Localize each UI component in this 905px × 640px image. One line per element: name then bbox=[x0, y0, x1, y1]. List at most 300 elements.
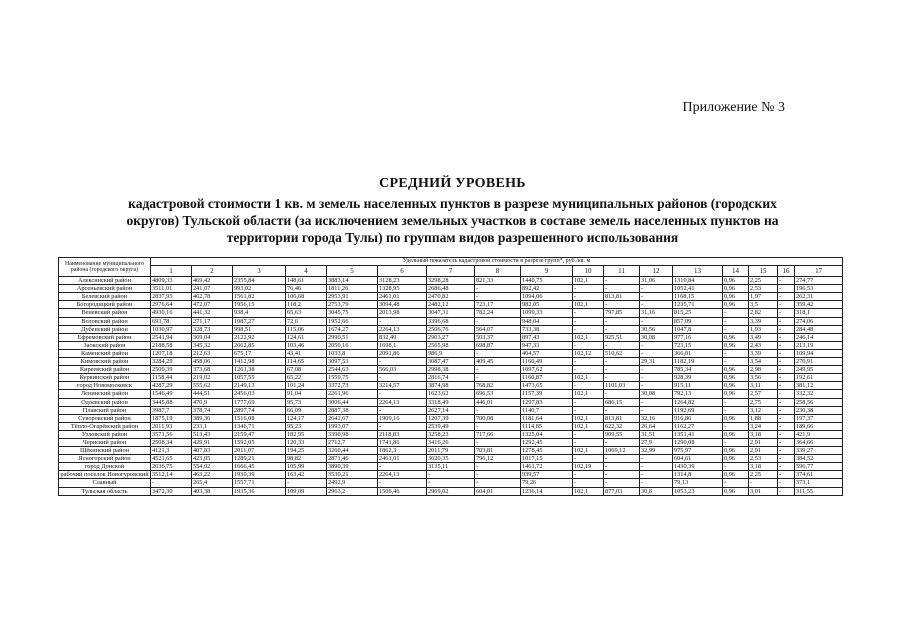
value-cell: 3284,29 bbox=[151, 358, 192, 366]
value-cell: 2122,92 bbox=[233, 333, 286, 341]
municipality-name: Ленинский район bbox=[59, 390, 151, 398]
group-number-header: 15 bbox=[749, 266, 778, 277]
value-cell: - bbox=[475, 293, 521, 301]
value-cell: 472,07 bbox=[192, 301, 233, 309]
value-cell: 3214,57 bbox=[378, 382, 427, 390]
value-cell: - bbox=[604, 390, 640, 398]
value-cell: 700,08 bbox=[475, 414, 521, 422]
group-number-header: 3 bbox=[233, 266, 286, 277]
value-cell: 409,45 bbox=[475, 358, 521, 366]
value-cell: 1278,45 bbox=[521, 447, 573, 455]
value-cell: 0,96 bbox=[723, 414, 749, 422]
value-cell: 1777,69 bbox=[233, 398, 286, 406]
value-cell: 3,24 bbox=[749, 422, 778, 430]
group-number-header: 14 bbox=[723, 266, 749, 277]
value-cell: - bbox=[778, 349, 795, 357]
value-cell: 782,24 bbox=[475, 309, 521, 317]
value-cell: 2508,34 bbox=[151, 438, 192, 446]
table-row bbox=[59, 317, 843, 325]
value-cell: 4521,65 bbox=[151, 455, 192, 463]
value-cell: - bbox=[475, 479, 521, 487]
value-cell: 233,1 bbox=[192, 422, 233, 430]
value-cell: 246,14 bbox=[795, 333, 843, 341]
municipality-name: Щёкинский район bbox=[59, 447, 151, 455]
value-cell: - bbox=[640, 317, 673, 325]
value-cell: 1666,45 bbox=[233, 463, 286, 471]
table-row bbox=[59, 349, 843, 357]
value-cell: 1559,75 bbox=[327, 374, 378, 382]
value-cell: 219,02 bbox=[192, 374, 233, 382]
value-cell: - bbox=[778, 374, 795, 382]
value-cell: 95,23 bbox=[286, 422, 327, 430]
value-cell: 3890,39 bbox=[327, 463, 378, 471]
value-cell: 1158,44 bbox=[151, 374, 192, 382]
value-cell: 118,2 bbox=[286, 301, 327, 309]
value-cell: 821,33 bbox=[475, 277, 521, 285]
value-cell: 3620,35 bbox=[427, 455, 475, 463]
table-row bbox=[59, 374, 843, 382]
table-row bbox=[59, 341, 843, 349]
value-cell: - bbox=[723, 438, 749, 446]
value-cell: 2461,01 bbox=[378, 455, 427, 463]
value-cell: 378,74 bbox=[192, 406, 233, 414]
value-cell: - bbox=[378, 479, 427, 487]
value-cell: 105,99 bbox=[286, 463, 327, 471]
value-cell: - bbox=[640, 471, 673, 479]
value-cell: 163,42 bbox=[286, 471, 327, 479]
value-cell: - bbox=[604, 479, 640, 487]
value-cell: 369,04 bbox=[192, 333, 233, 341]
group-number-header: 6 bbox=[378, 266, 427, 277]
value-cell: 2,91 bbox=[749, 447, 778, 455]
value-cell: 3047,31 bbox=[427, 309, 475, 317]
value-cell: 1952,66 bbox=[327, 317, 378, 325]
value-cell: 832,49 bbox=[378, 333, 427, 341]
value-cell: 2,25 bbox=[749, 471, 778, 479]
value-cell: 115,06 bbox=[286, 325, 327, 333]
value-cell: 29,31 bbox=[640, 358, 673, 366]
group-number-header: 9 bbox=[521, 266, 573, 277]
value-cell: - bbox=[604, 366, 640, 374]
value-cell: 1909,16 bbox=[378, 414, 427, 422]
table-row bbox=[59, 414, 843, 422]
value-cell: 975,97 bbox=[673, 447, 723, 455]
value-cell: 1698,1 bbox=[378, 341, 427, 349]
municipality-name: Дубенский район bbox=[59, 325, 151, 333]
value-cell: 2953,91 bbox=[327, 293, 378, 301]
value-cell: 2492,9 bbox=[327, 479, 378, 487]
value-cell: 463,22 bbox=[192, 471, 233, 479]
value-cell: 813,81 bbox=[604, 414, 640, 422]
value-cell: 2662,85 bbox=[233, 341, 286, 349]
value-cell: 423,05 bbox=[192, 455, 233, 463]
value-cell: - bbox=[378, 422, 427, 430]
value-cell: 797,85 bbox=[604, 309, 640, 317]
value-cell: - bbox=[573, 358, 604, 366]
municipality-name: Арсеньевский район bbox=[59, 285, 151, 293]
value-cell: 2,53 bbox=[749, 285, 778, 293]
value-cell: 2264,13 bbox=[378, 398, 427, 406]
value-cell: - bbox=[604, 438, 640, 446]
table-row bbox=[59, 438, 843, 446]
value-cell: 102,1 bbox=[573, 422, 604, 430]
value-cell: 2461,01 bbox=[378, 293, 427, 301]
value-cell: 373,68 bbox=[192, 366, 233, 374]
municipality-name: Каменский район bbox=[59, 349, 151, 357]
value-cell: 4930,16 bbox=[151, 309, 192, 317]
value-cell: 79,26 bbox=[521, 479, 573, 487]
value-cell: 675,17 bbox=[233, 349, 286, 357]
value-cell: 604,61 bbox=[673, 455, 723, 463]
value-cell: - bbox=[778, 341, 795, 349]
municipality-name: Алексинский район bbox=[59, 277, 151, 285]
value-cell: 4809,33 bbox=[151, 277, 192, 285]
value-cell: - bbox=[573, 309, 604, 317]
value-cell: 182,95 bbox=[286, 430, 327, 438]
value-cell: 0,96 bbox=[723, 390, 749, 398]
value-cell: - bbox=[475, 285, 521, 293]
value-cell: - bbox=[640, 349, 673, 357]
value-cell: 1623,62 bbox=[427, 390, 475, 398]
value-cell: 1289,21 bbox=[233, 455, 286, 463]
value-cell: 124,61 bbox=[286, 333, 327, 341]
group-number-header: 11 bbox=[604, 266, 640, 277]
value-cell: - bbox=[573, 471, 604, 479]
value-cell: 120,33 bbox=[286, 438, 327, 446]
value-cell: 0,96 bbox=[723, 374, 749, 382]
value-cell: 0,96 bbox=[723, 285, 749, 293]
value-cell: - bbox=[640, 455, 673, 463]
value-cell: 3874,98 bbox=[427, 382, 475, 390]
value-cell: 102,1 bbox=[573, 277, 604, 285]
value-cell: 1412,98 bbox=[233, 358, 286, 366]
value-cell: 1993,07 bbox=[327, 422, 378, 430]
group-number-row bbox=[59, 266, 843, 277]
value-cell: 2,53 bbox=[749, 455, 778, 463]
value-cell: - bbox=[604, 277, 640, 285]
value-cell: - bbox=[151, 479, 192, 487]
cadastral-value-table bbox=[58, 257, 843, 496]
value-cell: 1114,85 bbox=[521, 422, 573, 430]
value-cell: 3,11 bbox=[749, 382, 778, 390]
value-cell: 723,17 bbox=[475, 301, 521, 309]
value-cell: 1351,41 bbox=[673, 430, 723, 438]
value-cell: 444,51 bbox=[192, 390, 233, 398]
value-cell: 32,99 bbox=[640, 447, 673, 455]
value-cell: - bbox=[723, 406, 749, 414]
table-row bbox=[59, 333, 843, 341]
value-cell: 109,09 bbox=[286, 487, 327, 495]
value-cell: - bbox=[427, 471, 475, 479]
value-cell: - bbox=[640, 293, 673, 301]
value-cell: 101,24 bbox=[286, 382, 327, 390]
value-cell: 3,49 bbox=[749, 333, 778, 341]
value-cell: 993,02 bbox=[233, 285, 286, 293]
value-cell: 2712,7 bbox=[327, 438, 378, 446]
value-cell: 2816,74 bbox=[427, 374, 475, 382]
value-cell: 3,01 bbox=[749, 487, 778, 495]
value-cell: - bbox=[604, 325, 640, 333]
value-cell: 31,06 bbox=[640, 277, 673, 285]
value-cell: 65,22 bbox=[286, 374, 327, 382]
group-number-header: 7 bbox=[427, 266, 475, 277]
value-cell: 332,32 bbox=[795, 390, 843, 398]
value-cell: 1473,65 bbox=[521, 382, 573, 390]
value-cell: 2011,07 bbox=[233, 447, 286, 455]
value-cell: 102,1 bbox=[573, 301, 604, 309]
value-cell: 717,66 bbox=[475, 430, 521, 438]
value-cell: 32,16 bbox=[640, 414, 673, 422]
value-cell: 939,57 bbox=[521, 471, 573, 479]
value-cell: - bbox=[778, 455, 795, 463]
value-cell: 2565,98 bbox=[427, 341, 475, 349]
value-cell: 768,82 bbox=[475, 382, 521, 390]
value-cell: 554,02 bbox=[192, 463, 233, 471]
value-cell: 2159,47 bbox=[233, 430, 286, 438]
value-cell: 1325,04 bbox=[521, 430, 573, 438]
value-cell: 26,64 bbox=[640, 422, 673, 430]
value-cell: 2149,13 bbox=[233, 382, 286, 390]
value-cell: - bbox=[573, 293, 604, 301]
value-cell: 0,96 bbox=[723, 471, 749, 479]
value-cell: - bbox=[749, 479, 778, 487]
value-cell: 2,91 bbox=[749, 438, 778, 446]
value-cell: - bbox=[778, 447, 795, 455]
value-cell: - bbox=[573, 406, 604, 414]
value-cell: 1030,97 bbox=[151, 325, 192, 333]
table-row bbox=[59, 325, 843, 333]
value-cell: 194,25 bbox=[286, 447, 327, 455]
value-cell: 262,31 bbox=[795, 293, 843, 301]
value-cell: 815,25 bbox=[673, 309, 723, 317]
value-cell: 2887,38 bbox=[327, 406, 378, 414]
value-cell: - bbox=[475, 438, 521, 446]
value-cell: - bbox=[723, 463, 749, 471]
value-cell: 1440,75 bbox=[521, 277, 573, 285]
value-cell: - bbox=[640, 341, 673, 349]
value-cell: 196,53 bbox=[795, 285, 843, 293]
value-cell: 284,48 bbox=[795, 325, 843, 333]
municipality-name: Ефремовский район bbox=[59, 333, 151, 341]
value-cell: 1157,39 bbox=[521, 390, 573, 398]
municipality-name: Узловский район bbox=[59, 430, 151, 438]
value-cell: 4287,29 bbox=[151, 382, 192, 390]
value-cell: 1057,55 bbox=[233, 374, 286, 382]
value-cell: - bbox=[573, 317, 604, 325]
value-cell: 241,07 bbox=[192, 285, 233, 293]
value-cell: 470,9 bbox=[192, 398, 233, 406]
value-cell: - bbox=[778, 285, 795, 293]
value-cell: 2990,51 bbox=[327, 333, 378, 341]
value-cell: 566,03 bbox=[378, 366, 427, 374]
value-cell: - bbox=[604, 455, 640, 463]
value-cell: 1506,46 bbox=[378, 487, 427, 495]
value-cell: 2897,74 bbox=[233, 406, 286, 414]
table-row bbox=[59, 285, 843, 293]
value-cell: - bbox=[778, 422, 795, 430]
value-cell: - bbox=[573, 455, 604, 463]
value-cell: 1811,26 bbox=[327, 285, 378, 293]
value-cell: 3,56 bbox=[749, 374, 778, 382]
value-cell: 404,57 bbox=[521, 349, 573, 357]
value-cell: 389,36 bbox=[192, 414, 233, 422]
value-cell: 4121,3 bbox=[151, 447, 192, 455]
value-cell: 311,55 bbox=[795, 487, 843, 495]
table-row bbox=[59, 406, 843, 414]
value-cell: 1160,87 bbox=[521, 374, 573, 382]
municipality-name: Тёпло-Огарёвский район bbox=[59, 422, 151, 430]
value-cell: - bbox=[640, 374, 673, 382]
value-cell: 1310,84 bbox=[673, 277, 723, 285]
value-cell: 703,81 bbox=[475, 447, 521, 455]
value-cell: 698,87 bbox=[475, 341, 521, 349]
value-cell: 230,38 bbox=[795, 406, 843, 414]
value-cell: - bbox=[723, 398, 749, 406]
value-cell: 3094,48 bbox=[378, 301, 427, 309]
value-cell: 30,56 bbox=[640, 325, 673, 333]
value-cell: 429,91 bbox=[192, 438, 233, 446]
document-title: СРЕДНИЙ УРОВЕНЬ bbox=[379, 176, 526, 191]
value-cell: - bbox=[778, 366, 795, 374]
value-cell: 0,96 bbox=[723, 382, 749, 390]
value-cell: - bbox=[604, 406, 640, 414]
group-number-header: 17 bbox=[795, 266, 843, 277]
value-cell: 2969,02 bbox=[427, 487, 475, 495]
table-row bbox=[59, 398, 843, 406]
value-cell: 364,66 bbox=[795, 438, 843, 446]
value-cell: 212,63 bbox=[192, 349, 233, 357]
value-cell: 79,13 bbox=[673, 479, 723, 487]
value-cell: 3396,68 bbox=[427, 317, 475, 325]
value-cell: 3445,88 bbox=[151, 398, 192, 406]
value-cell: - bbox=[723, 358, 749, 366]
value-cell: 555,62 bbox=[192, 382, 233, 390]
value-cell: 1017,15 bbox=[521, 455, 573, 463]
value-cell: - bbox=[640, 382, 673, 390]
value-cell: 1047,8 bbox=[673, 325, 723, 333]
table-row bbox=[59, 309, 843, 317]
value-cell: 696,53 bbox=[475, 390, 521, 398]
value-cell: - bbox=[604, 463, 640, 471]
value-cell: 1,88 bbox=[749, 414, 778, 422]
value-cell: 469,42 bbox=[192, 277, 233, 285]
group-number-header: 12 bbox=[640, 266, 673, 277]
value-cell: - bbox=[573, 366, 604, 374]
value-cell: 258,56 bbox=[795, 398, 843, 406]
group-number-header: 8 bbox=[475, 266, 521, 277]
value-cell: 998,51 bbox=[233, 325, 286, 333]
municipality-column-header: Наименование муниципального района (городского округа) bbox=[59, 258, 151, 277]
value-cell: 318,1 bbox=[795, 309, 843, 317]
cadastral-table-container bbox=[58, 257, 842, 496]
group-number-header: 1 bbox=[151, 266, 192, 277]
value-cell: 1097,62 bbox=[521, 366, 573, 374]
table-body bbox=[59, 277, 843, 496]
document-subtitle bbox=[80, 195, 825, 246]
value-cell: - bbox=[475, 349, 521, 357]
value-cell: 1264,82 bbox=[673, 398, 723, 406]
value-cell: 359,42 bbox=[795, 301, 843, 309]
value-cell: - bbox=[778, 293, 795, 301]
value-cell: 892,42 bbox=[521, 285, 573, 293]
value-cell: 102,1 bbox=[573, 447, 604, 455]
value-cell: - bbox=[378, 406, 427, 414]
value-cell: 3,39 bbox=[749, 317, 778, 325]
value-cell: 3512,14 bbox=[151, 471, 192, 479]
value-cell: - bbox=[378, 390, 427, 398]
value-cell: - bbox=[640, 398, 673, 406]
group-values-header: Удельный показатель кадастровой стоимости в разрезе групп*, руб./кв. м bbox=[151, 258, 843, 266]
value-cell: 3,12 bbox=[749, 406, 778, 414]
value-cell: 274,77 bbox=[795, 277, 843, 285]
value-cell: 0,96 bbox=[723, 430, 749, 438]
value-cell: 1956,15 bbox=[233, 301, 286, 309]
value-cell: 446,01 bbox=[475, 398, 521, 406]
value-cell: 1741,86 bbox=[378, 438, 427, 446]
value-cell: - bbox=[640, 463, 673, 471]
municipality-name: Веневский район bbox=[59, 309, 151, 317]
municipality-name: Богородицкий район bbox=[59, 301, 151, 309]
value-cell: 2,43 bbox=[749, 341, 778, 349]
value-cell: - bbox=[778, 382, 795, 390]
value-cell: - bbox=[475, 422, 521, 430]
value-cell: 345,32 bbox=[192, 341, 233, 349]
value-cell: 3128,23 bbox=[378, 277, 427, 285]
value-cell: 1290,08 bbox=[673, 438, 723, 446]
value-cell: 796,12 bbox=[475, 455, 521, 463]
value-cell: - bbox=[573, 398, 604, 406]
value-cell: 723,15 bbox=[673, 341, 723, 349]
value-cell: - bbox=[778, 358, 795, 366]
value-cell: 2470,82 bbox=[427, 293, 475, 301]
value-cell: 0,96 bbox=[723, 455, 749, 463]
value-cell: - bbox=[475, 406, 521, 414]
value-cell: 3,18 bbox=[749, 463, 778, 471]
value-cell: 30,08 bbox=[640, 333, 673, 341]
value-cell: 2118,83 bbox=[378, 430, 427, 438]
table-row bbox=[59, 301, 843, 309]
value-cell: - bbox=[778, 479, 795, 487]
value-cell: 947,33 bbox=[521, 341, 573, 349]
value-cell: - bbox=[604, 471, 640, 479]
value-cell: 2976,64 bbox=[151, 301, 192, 309]
value-cell: 106,68 bbox=[286, 293, 327, 301]
group-number-header: 16 bbox=[778, 266, 795, 277]
value-cell: 2686,48 bbox=[427, 285, 475, 293]
value-cell: 66,09 bbox=[286, 406, 327, 414]
municipality-name: Куркинский район bbox=[59, 374, 151, 382]
value-cell: - bbox=[475, 374, 521, 382]
value-cell: - bbox=[640, 406, 673, 414]
value-cell: - bbox=[778, 301, 795, 309]
value-cell: - bbox=[778, 487, 795, 495]
subtitle-line: территории города Тулы) по группам видов разрешенного использования bbox=[226, 230, 679, 245]
group-number-header: 10 bbox=[573, 266, 604, 277]
value-cell: 3258,23 bbox=[427, 430, 475, 438]
value-cell: 2355,84 bbox=[233, 277, 286, 285]
value-cell: 2837,95 bbox=[151, 293, 192, 301]
value-cell: 366,01 bbox=[673, 349, 723, 357]
value-cell: 3571,56 bbox=[151, 430, 192, 438]
value-cell: 1314,8 bbox=[673, 471, 723, 479]
value-cell: - bbox=[604, 317, 640, 325]
municipality-name: Белевский район bbox=[59, 293, 151, 301]
value-cell: 785,34 bbox=[673, 366, 723, 374]
value-cell: 2264,13 bbox=[378, 325, 427, 333]
value-cell: 2753,79 bbox=[327, 301, 378, 309]
value-cell: 462,78 bbox=[192, 293, 233, 301]
value-cell: 513,43 bbox=[192, 430, 233, 438]
